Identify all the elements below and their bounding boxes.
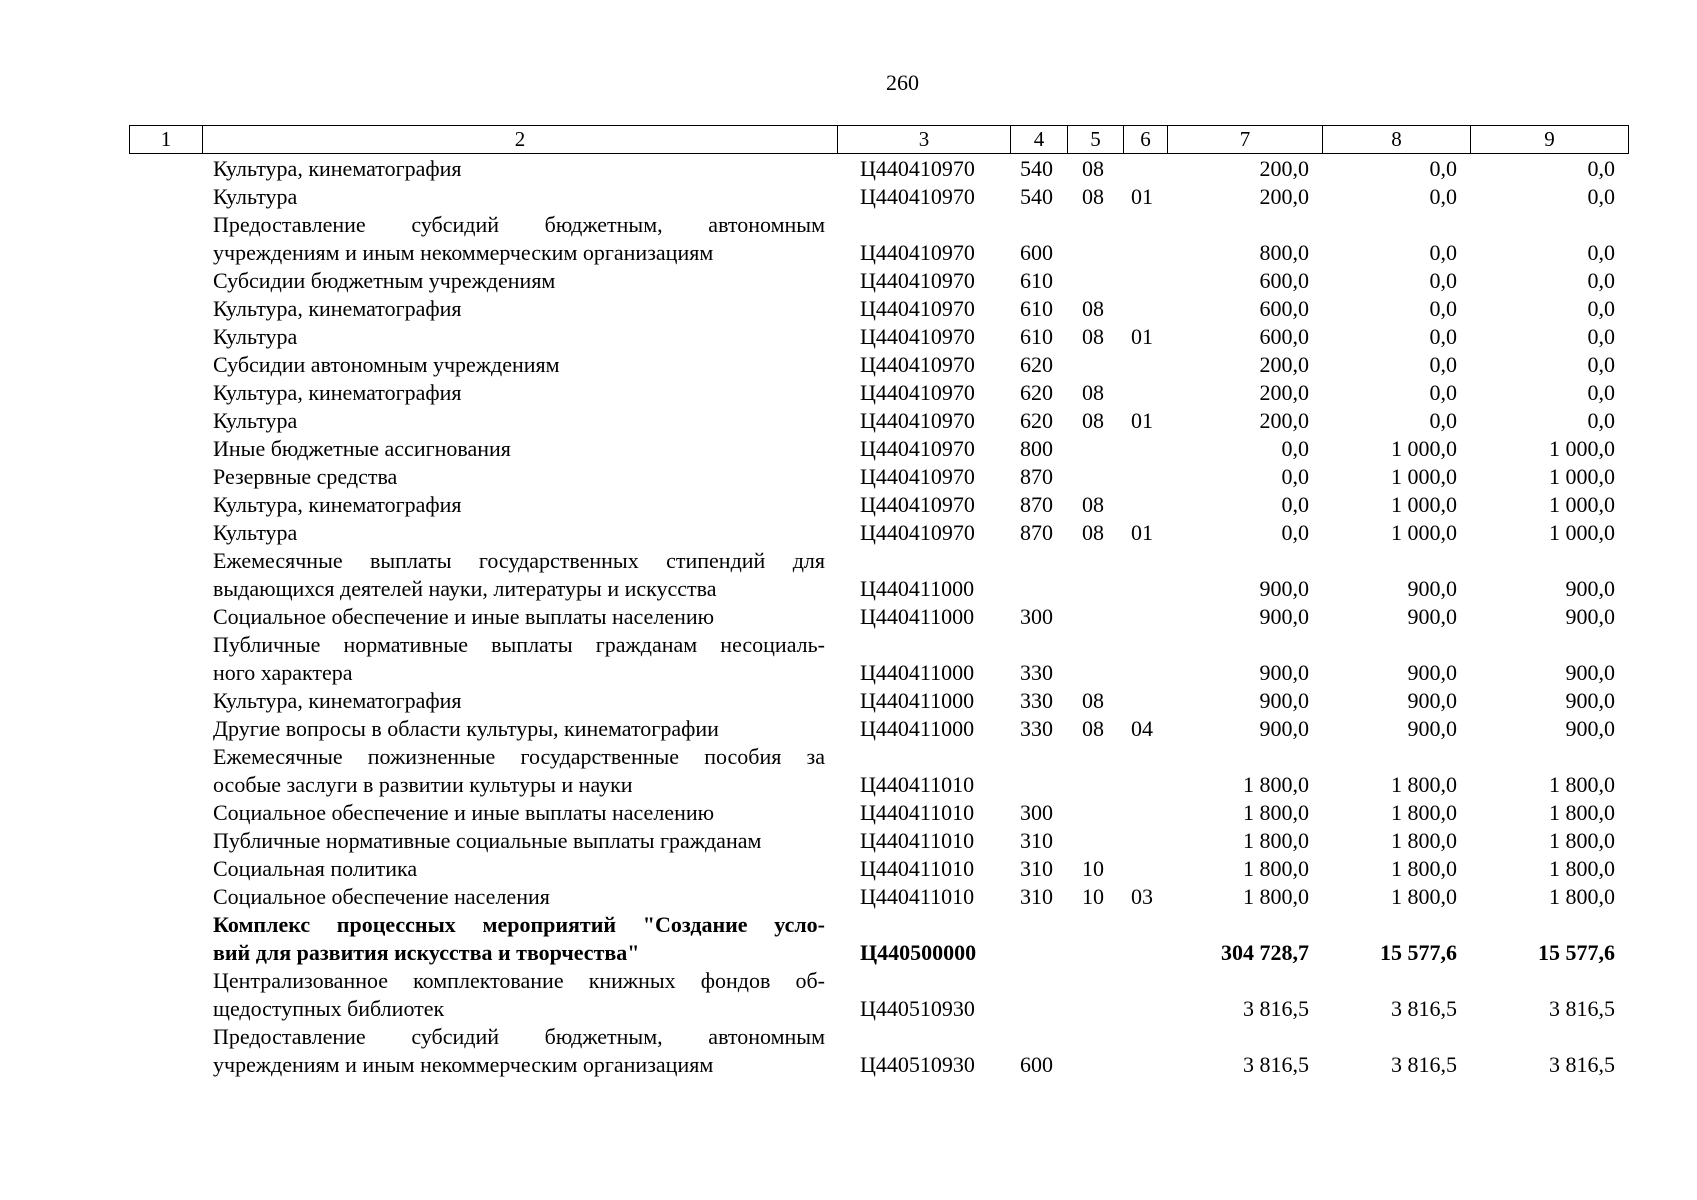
row-value-col7: 1 800,0	[1243, 856, 1309, 881]
row-code: Ц440411000	[860, 604, 975, 629]
row-value-col9: 1 800,0	[1549, 828, 1615, 853]
row-section: 10	[1082, 884, 1104, 909]
row-value-col9: 900,0	[1565, 688, 1615, 713]
row-name	[213, 743, 825, 799]
row-value-col7: 900,0	[1259, 660, 1309, 685]
row-expense-type: 620	[1020, 352, 1053, 377]
row-name-line: Публичные нормативные выплаты гражданам несоциаль-	[213, 632, 825, 657]
row-value-col9: 0,0	[1587, 296, 1615, 321]
table-row	[0, 855, 1697, 883]
row-section: 08	[1082, 156, 1104, 181]
row-value-col9: 0,0	[1587, 352, 1615, 377]
row-name	[213, 715, 825, 743]
row-value-col7: 200,0	[1259, 380, 1309, 405]
row-name-line: Ежемесячные выплаты государственных стипендий для	[213, 548, 825, 573]
header-col-5: 5	[1067, 126, 1123, 153]
header-col-3: 3	[837, 126, 1010, 153]
row-code: Ц440410970	[860, 436, 975, 461]
table-header	[129, 125, 1629, 154]
row-name-line: Культура, кинематография	[213, 380, 462, 405]
row-expense-type: 620	[1020, 408, 1053, 433]
row-section: 08	[1082, 184, 1104, 209]
row-value-col9: 1 800,0	[1549, 772, 1615, 797]
row-name-line: Культура, кинематография	[213, 688, 462, 713]
table-row	[0, 155, 1697, 183]
table-row	[0, 547, 1697, 603]
header-col-1: 1	[160, 127, 172, 151]
table-row	[0, 967, 1697, 1023]
row-value-col7: 1 800,0	[1243, 828, 1309, 853]
row-value-col9: 900,0	[1565, 604, 1615, 629]
row-name-line: ного характера	[213, 660, 353, 685]
row-name-line: особые заслуги в развитии культуры и науки	[213, 772, 633, 797]
row-name	[213, 211, 825, 267]
row-name-line: щедоступных библиотек	[213, 996, 445, 1021]
row-name-line: выдающихся деятелей науки, литературы и искусства	[213, 576, 717, 601]
row-name-line: Социальное обеспечение и иные выплаты населению	[213, 604, 715, 629]
row-value-col8: 1 800,0	[1391, 856, 1457, 881]
row-name	[213, 799, 825, 827]
row-value-col9: 0,0	[1587, 156, 1615, 181]
row-subsection: 03	[1131, 884, 1153, 909]
row-expense-type: 600	[1020, 240, 1053, 265]
row-expense-type: 610	[1020, 268, 1053, 293]
header-col-4: 4	[1010, 126, 1067, 153]
row-expense-type: 330	[1020, 716, 1053, 741]
row-value-col8: 900,0	[1407, 576, 1457, 601]
row-expense-type: 870	[1020, 464, 1053, 489]
row-name-line: Централизованное комплектование книжных фондов об-	[213, 968, 825, 993]
row-value-col9: 0,0	[1587, 268, 1615, 293]
row-name-line: Иные бюджетные ассигнования	[213, 436, 511, 461]
row-name	[213, 407, 825, 435]
row-value-col9: 1 000,0	[1549, 520, 1615, 545]
table-row	[0, 407, 1697, 435]
row-value-col8: 1 000,0	[1391, 520, 1457, 545]
row-name-line: Социальное обеспечение населения	[213, 884, 550, 909]
table-row	[0, 1023, 1697, 1079]
row-expense-type: 610	[1020, 324, 1053, 349]
table-row	[0, 323, 1697, 351]
header-col-6: 6	[1123, 126, 1167, 153]
row-value-col7: 200,0	[1259, 408, 1309, 433]
row-code: Ц440410970	[860, 492, 975, 517]
row-value-col8: 0,0	[1429, 352, 1457, 377]
row-name	[213, 519, 825, 547]
row-value-col9: 0,0	[1587, 184, 1615, 209]
row-value-col7: 0,0	[1281, 436, 1309, 461]
row-value-col7: 3 816,5	[1243, 996, 1309, 1021]
row-name	[213, 295, 825, 323]
row-name	[213, 323, 825, 351]
row-name-line: учреждениям и иным некоммерческим организациям	[213, 240, 714, 265]
row-name-line: Культура	[213, 408, 298, 433]
table-row	[0, 743, 1697, 799]
row-expense-type: 310	[1020, 884, 1053, 909]
row-expense-type: 540	[1020, 156, 1053, 181]
row-value-col7: 900,0	[1259, 576, 1309, 601]
header-col-8: 8	[1322, 126, 1470, 153]
row-section: 08	[1082, 408, 1104, 433]
row-code: Ц440410970	[860, 324, 975, 349]
row-value-col8: 0,0	[1429, 156, 1457, 181]
row-value-col9: 900,0	[1565, 660, 1615, 685]
row-code: Ц440410970	[860, 240, 975, 265]
row-value-col8: 900,0	[1407, 660, 1457, 685]
row-value-col9: 1 000,0	[1549, 464, 1615, 489]
row-code: Ц440411010	[860, 800, 975, 825]
row-subsection: 01	[1131, 184, 1153, 209]
row-value-col8: 0,0	[1429, 408, 1457, 433]
row-code: Ц440410970	[860, 464, 975, 489]
row-code: Ц440411000	[860, 688, 975, 713]
row-expense-type: 540	[1020, 184, 1053, 209]
row-value-col7: 900,0	[1259, 716, 1309, 741]
row-name-line: вий для развития искусства и творчества"	[213, 940, 640, 965]
row-value-col7: 3 816,5	[1243, 1052, 1309, 1077]
row-code: Ц440410970	[860, 380, 975, 405]
row-name-line: Комплекс процессных мероприятий "Создание усло-	[213, 912, 825, 937]
row-code: Ц440411010	[860, 828, 975, 853]
row-value-col7: 1 800,0	[1243, 772, 1309, 797]
row-subsection: 01	[1131, 520, 1153, 545]
row-code: Ц440411010	[860, 772, 975, 797]
row-value-col9: 1 000,0	[1549, 492, 1615, 517]
row-name-line: Ежемесячные пожизненные государственные пособия за	[213, 744, 825, 769]
table-row	[0, 267, 1697, 295]
row-name-line: Социальная политика	[213, 856, 418, 881]
row-code: Ц440410970	[860, 520, 975, 545]
row-name	[213, 435, 825, 463]
row-value-col7: 600,0	[1259, 324, 1309, 349]
row-name	[213, 827, 825, 855]
page-number: 260	[886, 70, 919, 95]
row-value-col9: 1 800,0	[1549, 856, 1615, 881]
row-name-line: Другие вопросы в области культуры, кинематографии	[213, 716, 719, 741]
row-value-col9: 0,0	[1587, 240, 1615, 265]
row-name	[213, 351, 825, 379]
table-row	[0, 911, 1697, 967]
row-expense-type: 870	[1020, 520, 1053, 545]
table-row	[0, 519, 1697, 547]
row-value-col8: 1 000,0	[1391, 464, 1457, 489]
row-section: 08	[1082, 492, 1104, 517]
row-value-col8: 15 577,6	[1380, 940, 1457, 965]
row-name	[213, 491, 825, 519]
row-value-col9: 0,0	[1587, 324, 1615, 349]
header-col-7: 7	[1167, 126, 1322, 153]
row-section: 08	[1082, 688, 1104, 713]
row-code: Ц440510930	[860, 996, 975, 1021]
row-value-col8: 0,0	[1429, 184, 1457, 209]
header-col-2: 2	[202, 126, 837, 153]
row-section: 08	[1082, 716, 1104, 741]
row-subsection: 01	[1131, 324, 1153, 349]
table-body	[0, 155, 1697, 1079]
row-name	[213, 687, 825, 715]
row-value-col8: 900,0	[1407, 604, 1457, 629]
row-value-col8: 1 800,0	[1391, 884, 1457, 909]
row-name	[213, 603, 825, 631]
row-value-col8: 0,0	[1429, 268, 1457, 293]
row-value-col7: 1 800,0	[1243, 884, 1309, 909]
row-code: Ц440410970	[860, 408, 975, 433]
row-name-line: Культура, кинематография	[213, 296, 462, 321]
table-row	[0, 351, 1697, 379]
row-value-col8: 900,0	[1407, 688, 1457, 713]
row-name-line: Культура, кинематография	[213, 156, 462, 181]
row-name	[213, 155, 825, 183]
row-value-col9: 0,0	[1587, 380, 1615, 405]
row-name	[213, 1023, 825, 1079]
row-value-col8: 3 816,5	[1391, 1052, 1457, 1077]
row-value-col7: 200,0	[1259, 156, 1309, 181]
table-row	[0, 295, 1697, 323]
row-expense-type: 870	[1020, 492, 1053, 517]
row-value-col8: 1 800,0	[1391, 772, 1457, 797]
row-code: Ц440500000	[860, 940, 977, 965]
row-value-col9: 1 800,0	[1549, 800, 1615, 825]
row-name	[213, 547, 825, 603]
row-value-col9: 900,0	[1565, 576, 1615, 601]
row-code: Ц440411010	[860, 856, 975, 881]
row-code: Ц440411000	[860, 576, 975, 601]
row-expense-type: 800	[1020, 436, 1053, 461]
row-name-line: Культура, кинематография	[213, 492, 462, 517]
row-expense-type: 330	[1020, 688, 1053, 713]
row-code: Ц440410970	[860, 352, 975, 377]
row-code: Ц440410970	[860, 184, 975, 209]
table-row	[0, 435, 1697, 463]
row-value-col7: 0,0	[1281, 492, 1309, 517]
row-name	[213, 883, 825, 911]
row-value-col9: 3 816,5	[1549, 1052, 1615, 1077]
row-expense-type: 300	[1020, 604, 1053, 629]
row-value-col7: 800,0	[1259, 240, 1309, 265]
row-value-col9: 3 816,5	[1549, 996, 1615, 1021]
row-value-col8: 3 816,5	[1391, 996, 1457, 1021]
row-name	[213, 911, 825, 967]
row-name-line: Публичные нормативные социальные выплаты гражданам	[213, 828, 762, 853]
row-name-line: Предоставление субсидий бюджетным, автономным	[213, 1024, 825, 1049]
row-value-col8: 1 800,0	[1391, 800, 1457, 825]
row-value-col8: 0,0	[1429, 240, 1457, 265]
row-name	[213, 855, 825, 883]
row-expense-type: 330	[1020, 660, 1053, 685]
row-name-line: Субсидии бюджетным учреждениям	[213, 268, 556, 293]
row-expense-type: 620	[1020, 380, 1053, 405]
row-name-line: Культура	[213, 324, 298, 349]
row-value-col7: 200,0	[1259, 184, 1309, 209]
row-name	[213, 967, 825, 1023]
table-row	[0, 211, 1697, 267]
row-name-line: учреждениям и иным некоммерческим организациям	[213, 1052, 714, 1077]
row-subsection: 01	[1131, 408, 1153, 433]
table-row	[0, 687, 1697, 715]
row-value-col7: 304 728,7	[1221, 940, 1309, 965]
row-code: Ц440410970	[860, 268, 975, 293]
table-row	[0, 183, 1697, 211]
row-value-col9: 15 577,6	[1538, 940, 1615, 965]
row-section: 08	[1082, 520, 1104, 545]
row-value-col9: 0,0	[1587, 408, 1615, 433]
row-expense-type: 310	[1020, 828, 1053, 853]
row-name-line: Предоставление субсидий бюджетным, автономным	[213, 212, 825, 237]
table-row	[0, 603, 1697, 631]
row-section: 08	[1082, 380, 1104, 405]
row-name-line: Социальное обеспечение и иные выплаты населению	[213, 800, 715, 825]
row-expense-type: 310	[1020, 856, 1053, 881]
table-row	[0, 463, 1697, 491]
row-section: 10	[1082, 856, 1104, 881]
row-name	[213, 183, 825, 211]
row-expense-type: 600	[1020, 1052, 1053, 1077]
row-expense-type: 300	[1020, 800, 1053, 825]
row-code: Ц440411000	[860, 716, 975, 741]
row-value-col8: 0,0	[1429, 296, 1457, 321]
table-row	[0, 715, 1697, 743]
row-code: Ц440410970	[860, 296, 975, 321]
row-value-col8: 900,0	[1407, 716, 1457, 741]
row-value-col7: 600,0	[1259, 296, 1309, 321]
table-row	[0, 491, 1697, 519]
row-value-col9: 900,0	[1565, 716, 1615, 741]
header-col-9: 9	[1470, 126, 1628, 153]
row-code: Ц440411010	[860, 884, 975, 909]
row-name	[213, 631, 825, 687]
row-subsection: 04	[1131, 716, 1153, 741]
row-value-col8: 1 000,0	[1391, 492, 1457, 517]
row-name	[213, 379, 825, 407]
row-name	[213, 463, 825, 491]
table-row	[0, 631, 1697, 687]
table-row	[0, 883, 1697, 911]
row-name-line: Культура	[213, 184, 298, 209]
row-name-line: Субсидии автономным учреждениям	[213, 352, 560, 377]
row-code: Ц440410970	[860, 156, 975, 181]
row-value-col9: 1 800,0	[1549, 884, 1615, 909]
row-value-col7: 900,0	[1259, 604, 1309, 629]
row-code: Ц440510930	[860, 1052, 975, 1077]
row-value-col7: 600,0	[1259, 268, 1309, 293]
row-value-col7: 200,0	[1259, 352, 1309, 377]
row-value-col7: 0,0	[1281, 464, 1309, 489]
row-name	[213, 267, 825, 295]
row-expense-type: 610	[1020, 296, 1053, 321]
row-code: Ц440411000	[860, 660, 975, 685]
row-name-line: Резервные средства	[213, 464, 398, 489]
row-value-col8: 1 800,0	[1391, 828, 1457, 853]
row-value-col8: 0,0	[1429, 380, 1457, 405]
row-section: 08	[1082, 324, 1104, 349]
row-value-col7: 0,0	[1281, 520, 1309, 545]
row-name-line: Культура	[213, 520, 298, 545]
row-value-col7: 1 800,0	[1243, 800, 1309, 825]
table-row	[0, 379, 1697, 407]
row-value-col7: 900,0	[1259, 688, 1309, 713]
row-value-col8: 1 000,0	[1391, 436, 1457, 461]
row-value-col9: 1 000,0	[1549, 436, 1615, 461]
table-row	[0, 827, 1697, 855]
row-value-col8: 0,0	[1429, 324, 1457, 349]
table-row	[0, 799, 1697, 827]
row-section: 08	[1082, 296, 1104, 321]
